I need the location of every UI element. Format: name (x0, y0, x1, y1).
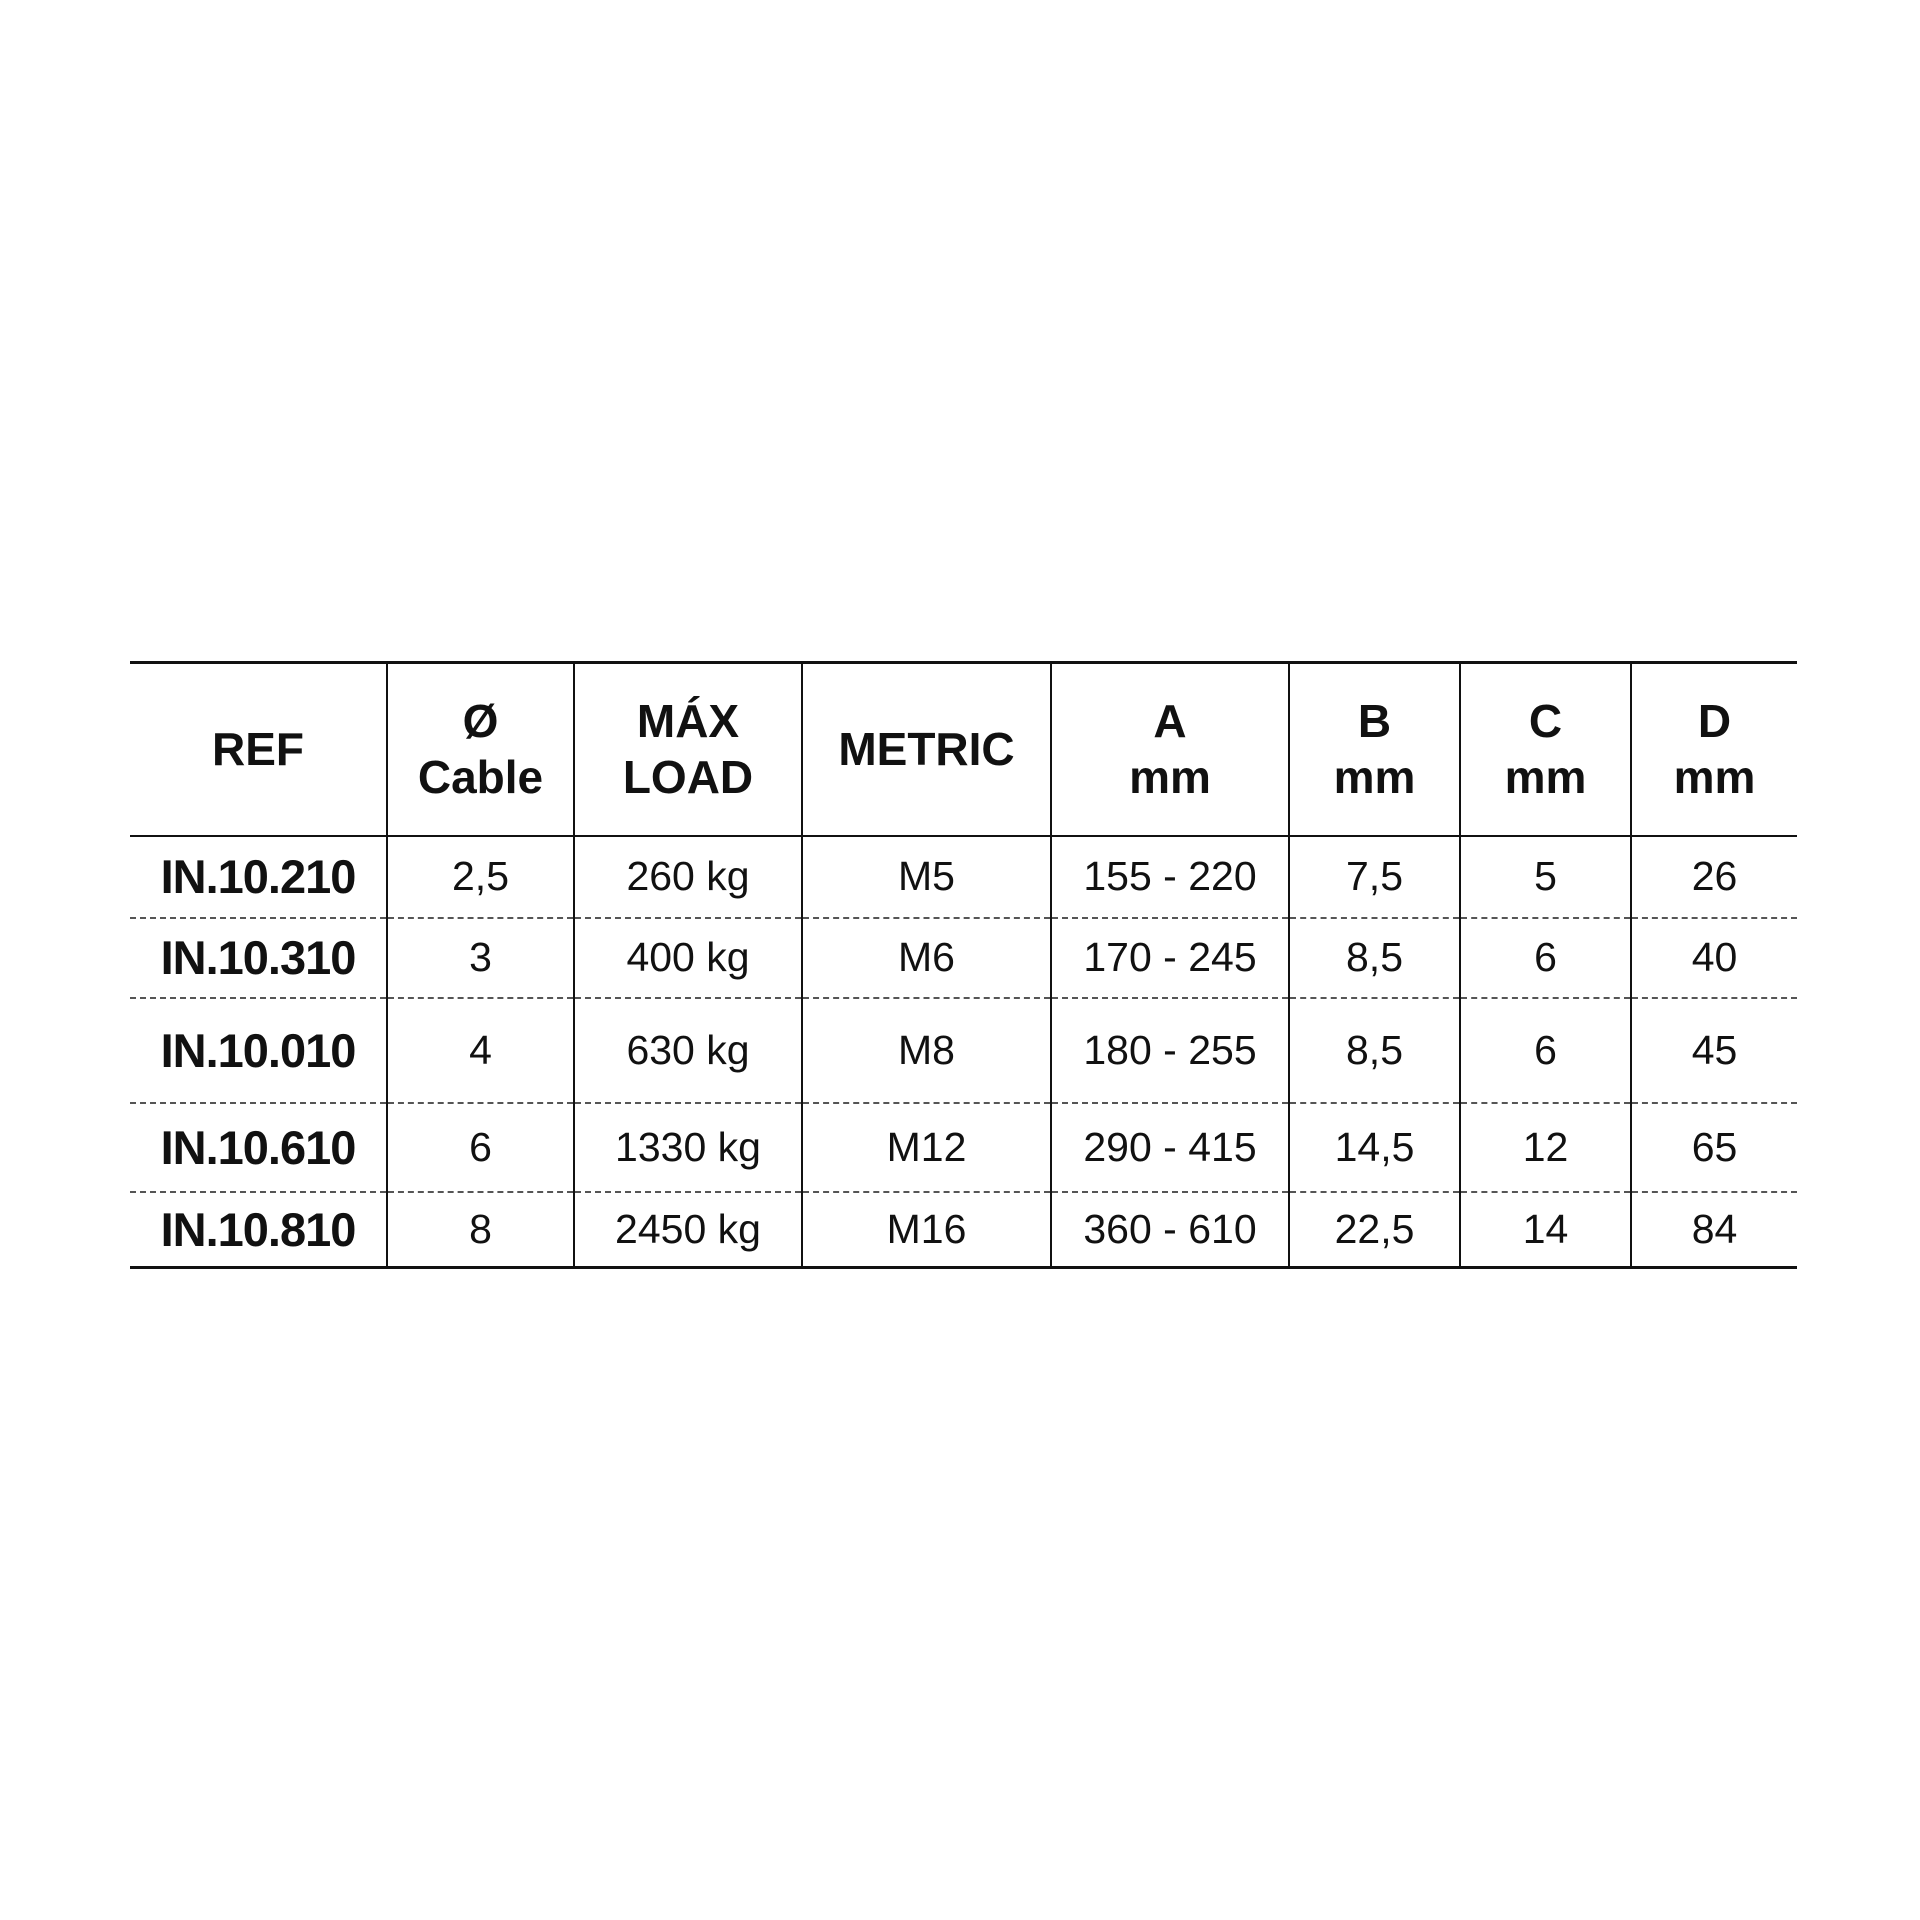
cell-d: 65 (1631, 1103, 1797, 1192)
cell-c: 14 (1460, 1192, 1631, 1268)
cell-d: 45 (1631, 998, 1797, 1103)
cell-metric: M12 (802, 1103, 1051, 1192)
cell-cable: 3 (387, 918, 574, 998)
header-cable: Ø Cable (387, 663, 574, 836)
cell-c: 6 (1460, 918, 1631, 998)
header-a: A mm (1051, 663, 1289, 836)
header-d: D mm (1631, 663, 1797, 836)
table-row (130, 836, 1797, 918)
cell-cable: 6 (387, 1103, 574, 1192)
cell-d: 40 (1631, 918, 1797, 998)
cell-ref: IN.10.210 (130, 836, 387, 918)
cell-c: 6 (1460, 998, 1631, 1103)
table-row (130, 1192, 1797, 1268)
cell-c: 12 (1460, 1103, 1631, 1192)
table-row (130, 1103, 1797, 1192)
cell-metric: M8 (802, 998, 1051, 1103)
header-ref: REF (130, 663, 387, 836)
cell-ref: IN.10.810 (130, 1192, 387, 1268)
cell-ref: IN.10.610 (130, 1103, 387, 1192)
cell-a: 360 - 610 (1051, 1192, 1289, 1268)
table-row (130, 918, 1797, 998)
cell-a: 290 - 415 (1051, 1103, 1289, 1192)
cell-b: 22,5 (1289, 1192, 1460, 1268)
cell-metric: M16 (802, 1192, 1051, 1268)
cell-b: 7,5 (1289, 836, 1460, 918)
cell-b: 8,5 (1289, 998, 1460, 1103)
cell-metric: M6 (802, 918, 1051, 998)
header-metric: METRIC (802, 663, 1051, 836)
cell-load: 1330 kg (574, 1103, 802, 1192)
cell-load: 400 kg (574, 918, 802, 998)
cell-a: 180 - 255 (1051, 998, 1289, 1103)
cell-load: 2450 kg (574, 1192, 802, 1268)
cell-d: 26 (1631, 836, 1797, 918)
header-max-load: MÁX LOAD (574, 663, 802, 836)
spec-table (130, 661, 1797, 1269)
cell-b: 8,5 (1289, 918, 1460, 998)
cell-a: 155 - 220 (1051, 836, 1289, 918)
header-b: B mm (1289, 663, 1460, 836)
header-row (130, 663, 1797, 836)
cell-a: 170 - 245 (1051, 918, 1289, 998)
cell-cable: 4 (387, 998, 574, 1103)
cell-cable: 8 (387, 1192, 574, 1268)
cell-metric: M5 (802, 836, 1051, 918)
cell-cable: 2,5 (387, 836, 574, 918)
header-c: C mm (1460, 663, 1631, 836)
cell-ref: IN.10.010 (130, 998, 387, 1103)
cell-d: 84 (1631, 1192, 1797, 1268)
cell-load: 260 kg (574, 836, 802, 918)
cell-c: 5 (1460, 836, 1631, 918)
cell-b: 14,5 (1289, 1103, 1460, 1192)
cell-load: 630 kg (574, 998, 802, 1103)
table-row (130, 998, 1797, 1103)
cell-ref: IN.10.310 (130, 918, 387, 998)
